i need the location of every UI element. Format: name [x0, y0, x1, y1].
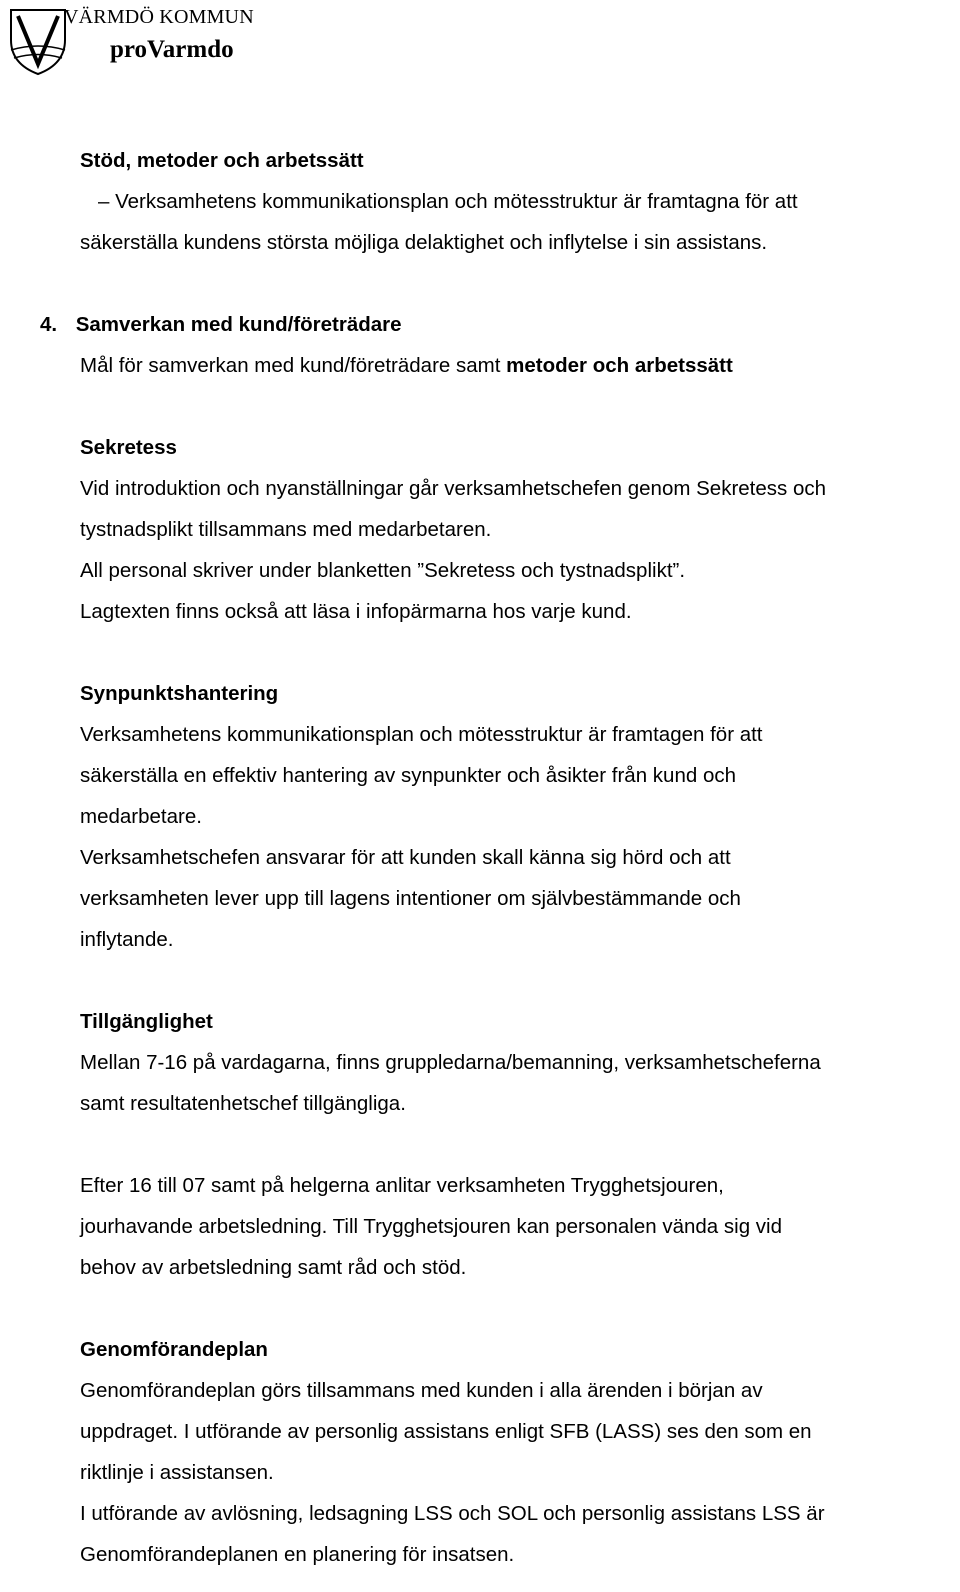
genomforandeplan-heading: Genomförandeplan [80, 1338, 268, 1361]
section-stod-heading: Stöd, metoder och arbetssätt [80, 149, 364, 172]
synpunkt-line: inflytande. [80, 928, 174, 951]
section-stod-line: säkerställa kundens största möjliga delaktighet och inflytelse i sin assistans. [80, 231, 768, 254]
genomforandeplan-line: I utförande av avlösning, ledsagning LSS och SOL och personlig assistans LSS är [80, 1502, 825, 1525]
section-4-subtitle-bold: metoder och arbetssätt [506, 354, 733, 377]
varmdo-crest-logo-icon [8, 6, 68, 76]
tillganglighet-line: behov av arbetsledning samt råd och stöd. [80, 1256, 467, 1279]
tillganglighet-line: jourhavande arbetsledning. Till Trygghetsjouren kan personalen vända sig vid [80, 1215, 783, 1238]
org-name: VÄRMDÖ KOMMUN [64, 6, 254, 28]
genomforandeplan-line: riktlinje i assistansen. [80, 1461, 274, 1484]
synpunkt-line: säkerställa en effektiv hantering av synpunkter och åsikter från kund och [80, 764, 736, 787]
genomforandeplan-line: Genomförandeplanen en planering för insatsen. [80, 1543, 515, 1566]
document-body [40, 140, 955, 1575]
synpunkt-line: medarbetare. [80, 805, 202, 828]
section-4-heading [40, 304, 955, 345]
section-4-subtitle-text: Mål för samverkan med kund/företrädare samt [80, 354, 507, 377]
tillganglighet-line: Efter 16 till 07 samt på helgerna anlitar verksamheten Trygghetsjouren, [80, 1174, 724, 1197]
section-4-subtitle [80, 345, 955, 386]
sekretess-line: Vid introduktion och nyanställningar går verksamhetschefen genom Sekretess och [80, 477, 827, 500]
org-subtitle: proVarmdo [110, 36, 234, 63]
synpunkt-line: verksamheten lever upp till lagens intentioner om självbestämmande och [80, 887, 741, 910]
synpunkt-heading: Synpunktshantering [80, 682, 279, 705]
synpunkt-line: Verksamhetschefen ansvarar för att kunden skall känna sig hörd och att [80, 846, 731, 869]
section-stod-line: – Verksamhetens kommunikationsplan och mötesstruktur är framtagna för att [98, 190, 798, 213]
tillganglighet-line: Mellan 7-16 på vardagarna, finns gruppledarna/bemanning, verksamhetscheferna [80, 1051, 821, 1074]
tillganglighet-heading: Tillgänglighet [80, 1010, 213, 1033]
genomforandeplan-line: uppdraget. I utförande av personlig assistans enligt SFB (LASS) ses den som en [80, 1420, 812, 1443]
sekretess-line: All personal skriver under blanketten ”Sekretess och tystnadsplikt”. [80, 559, 686, 582]
tillganglighet-line: samt resultatenhetschef tillgängliga. [80, 1092, 406, 1115]
synpunkt-line: Verksamhetens kommunikationsplan och mötesstruktur är framtagen för att [80, 723, 763, 746]
sekretess-line: tystnadsplikt tillsammans med medarbetaren. [80, 518, 492, 541]
document-header [8, 0, 608, 84]
sekretess-line: Lagtexten finns också att läsa i infopärmarna hos varje kund. [80, 600, 632, 623]
section-4-number: 4. [40, 313, 58, 336]
section-4-title: Samverkan med kund/företrädare [75, 313, 402, 336]
sekretess-heading: Sekretess [80, 436, 177, 459]
genomforandeplan-line: Genomförandeplan görs tillsammans med kunden i alla ärenden i början av [80, 1379, 763, 1402]
